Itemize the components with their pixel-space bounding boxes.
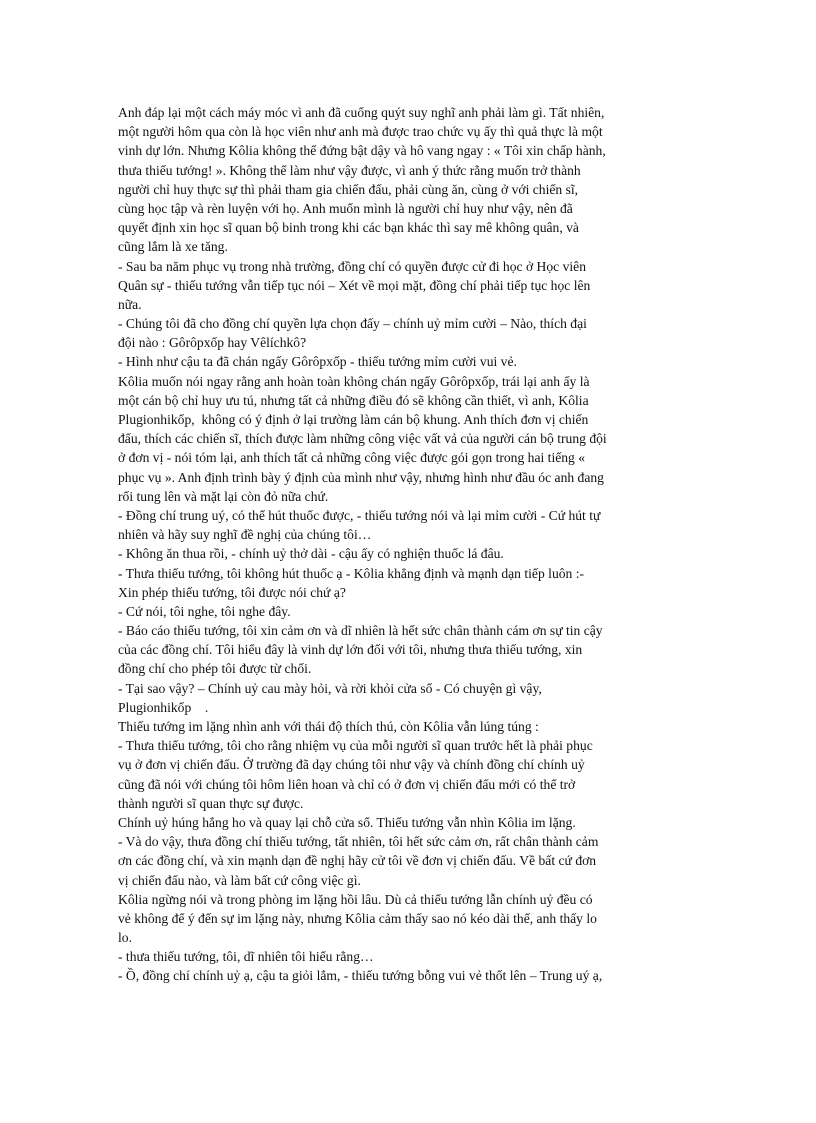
text-line: - Không ăn thua rồi, - chính uỷ thở dài - cậu ấy có nghiện thuốc lá đâu. <box>118 546 504 562</box>
text-line: - Sau ba năm phục vụ trong nhà trường, đồng chí có quyền được cử đi học ở Học viên <box>118 258 586 274</box>
text-line: - Đồng chí trung uý, có thể hút thuốc được, - thiếu tướng nói và lại mỉm cười - Cứ hút tự <box>118 507 601 523</box>
text-line: Plugionhikốp . <box>118 699 209 715</box>
text-line: của các đồng chí. Tôi hiểu đây là vinh dự lớn đối với tôi, nhưng thưa thiếu tướng, xin <box>118 642 583 658</box>
text-line: cũng lắm là xe tăng. <box>118 239 228 255</box>
text-line: ở đơn vị - nói tóm lại, anh thích tất cả những công việc được gói gọn trong hai tiếng « <box>118 450 586 466</box>
text-line: Xin phép thiếu tướng, tôi được nói chứ ạ? <box>118 584 346 600</box>
text-line: - Hình như cậu ta đã chán ngấy Gôrôpxốp - thiếu tướng mỉm cười vui vẻ. <box>118 354 517 370</box>
text-line: ơn các đồng chí, và xin mạnh dạn đề nghị hãy cử tôi về đơn vị chiến đấu. Về bất cứ đơn <box>118 853 597 869</box>
text-line: vinh dự lớn. Nhưng Kôlia không thể đứng bật dậy và hô vang ngay : « Tôi xin chấp hành, <box>118 143 606 159</box>
text-line: Kôlia ngừng nói và trong phòng im lặng hồi lâu. Dù cả thiếu tướng lẫn chính uỷ đều có <box>118 891 593 907</box>
text-line: đội nào : Gôrôpxốp hay Vêlíchkô? <box>118 335 307 351</box>
text-line: - Chúng tôi đã cho đồng chí quyền lựa chọn đấy – chính uỷ mỉm cười – Nào, thích đại <box>118 316 587 332</box>
text-line: cùng học tập và rèn luyện với họ. Anh muốn mình là người chỉ huy như vậy, nên đã <box>118 200 573 216</box>
text-line: phục vụ ». Anh định trình bày ý định của mình như vậy, nhưng hình như đầu óc anh đang <box>118 469 604 485</box>
text-line: đấu, thích các chiến sĩ, thích được làm những công việc vất vả của người cán bộ trung đội <box>118 431 607 447</box>
text-line: cũng đã nói với chúng tôi hôm liên hoan và chỉ có ở đơn vị chiến đấu mới có thể trở <box>118 776 576 792</box>
text-line: Quân sự - thiếu tướng vẫn tiếp tục nói – Xét về mọi mặt, đồng chí phải tiếp tục học lên <box>118 277 591 293</box>
text-line: - Và do vậy, thưa đồng chí thiếu tướng, tất nhiên, tôi hết sức cảm ơn, rất chân thành cảm <box>118 834 599 850</box>
text-line: vị chiến đấu nào, và làm bất cứ công việc gì. <box>118 872 361 888</box>
text-line: - thưa thiếu tướng, tôi, dĩ nhiên tôi hiểu rằng… <box>118 949 374 965</box>
text-line: - Cứ nói, tôi nghe, tôi nghe đây. <box>118 603 291 619</box>
text-line: vụ ở đơn vị chiến đấu. Ở trường đã dạy chúng tôi như vậy và chính đồng chí chính uỷ <box>118 757 585 773</box>
text-line: - Ồ, đồng chí chính uỷ ạ, cậu ta giỏi lắm, - thiếu tướng bỗng vui vẻ thốt lên – Trung uý ạ, <box>118 968 603 984</box>
text-line: Chính uỷ húng hắng ho và quay lại chỗ cửa sổ. Thiếu tướng vẫn nhìn Kôlia im lặng. <box>118 814 576 830</box>
text-line: - Báo cáo thiếu tướng, tôi xin cảm ơn và dĩ nhiên là hết sức chân thành cám ơn sự tin cậy <box>118 623 603 639</box>
text-line: - Tại sao vậy? – Chính uỷ cau mày hỏi, và rời khỏi cửa sổ - Có chuyện gì vậy, <box>118 680 542 696</box>
text-line: thưa thiếu tướng! ». Không thể làm như vậy được, vì anh ý thức rằng muốn trở thành <box>118 162 581 178</box>
text-line: Kôlia muốn nói ngay rằng anh hoàn toàn không chán ngấy Gôrôpxốp, trái lại anh ấy là <box>118 373 590 389</box>
text-line: - Thưa thiếu tướng, tôi cho rằng nhiệm vụ của mỗi người sĩ quan trước hết là phải phục <box>118 738 593 754</box>
text-line: - Thưa thiếu tướng, tôi không hút thuốc ạ - Kôlia khẳng định và mạnh dạn tiếp luôn :- <box>118 565 585 581</box>
text-line: Anh đáp lại một cách máy móc vì anh đã cuống quýt suy nghĩ anh phải làm gì. Tất nhiên, <box>118 105 605 120</box>
text-line: quyết định xin học sĩ quan bộ binh trong khi các bạn khác thì say mê không quân, và <box>118 220 579 236</box>
text-line: đồng chí cho phép tôi được từ chối. <box>118 661 312 677</box>
text-line: rối tung lên và mặt lại còn đỏ nữa chứ. <box>118 488 329 504</box>
text-line: vẻ không để ý đến sự im lặng này, nhưng Kôlia cảm thấy sao nó kéo dài thế, anh thấy lo <box>118 910 597 926</box>
text-line: một cán bộ chỉ huy ưu tú, nhưng tất cả những điều đó sẽ không cần thiết, vì anh, Kôlia <box>118 392 589 408</box>
text-line: lo. <box>118 930 132 946</box>
text-line: Thiếu tướng im lặng nhìn anh với thái độ thích thú, còn Kôlia vẫn lúng túng : <box>118 719 539 734</box>
text-line: Plugionhikốp, không có ý định ở lại trường làm cán bộ khung. Anh thích đơn vị chiến <box>118 412 589 427</box>
text-line: người chỉ huy thực sự thì phải tham gia chiến đấu, phải cùng ăn, cùng ở với chiến sĩ, <box>118 181 579 197</box>
text-line: một người hôm qua còn là học viên như anh mà được trao chức vụ ấy thì quả thực là một <box>118 124 603 140</box>
text-line: nhiên và hãy suy nghĩ đề nghị của chúng tôi… <box>118 527 372 543</box>
document-body-text <box>118 103 708 986</box>
text-line: thành người sĩ quan thực sự được. <box>118 795 304 811</box>
text-line: nữa. <box>118 296 142 312</box>
